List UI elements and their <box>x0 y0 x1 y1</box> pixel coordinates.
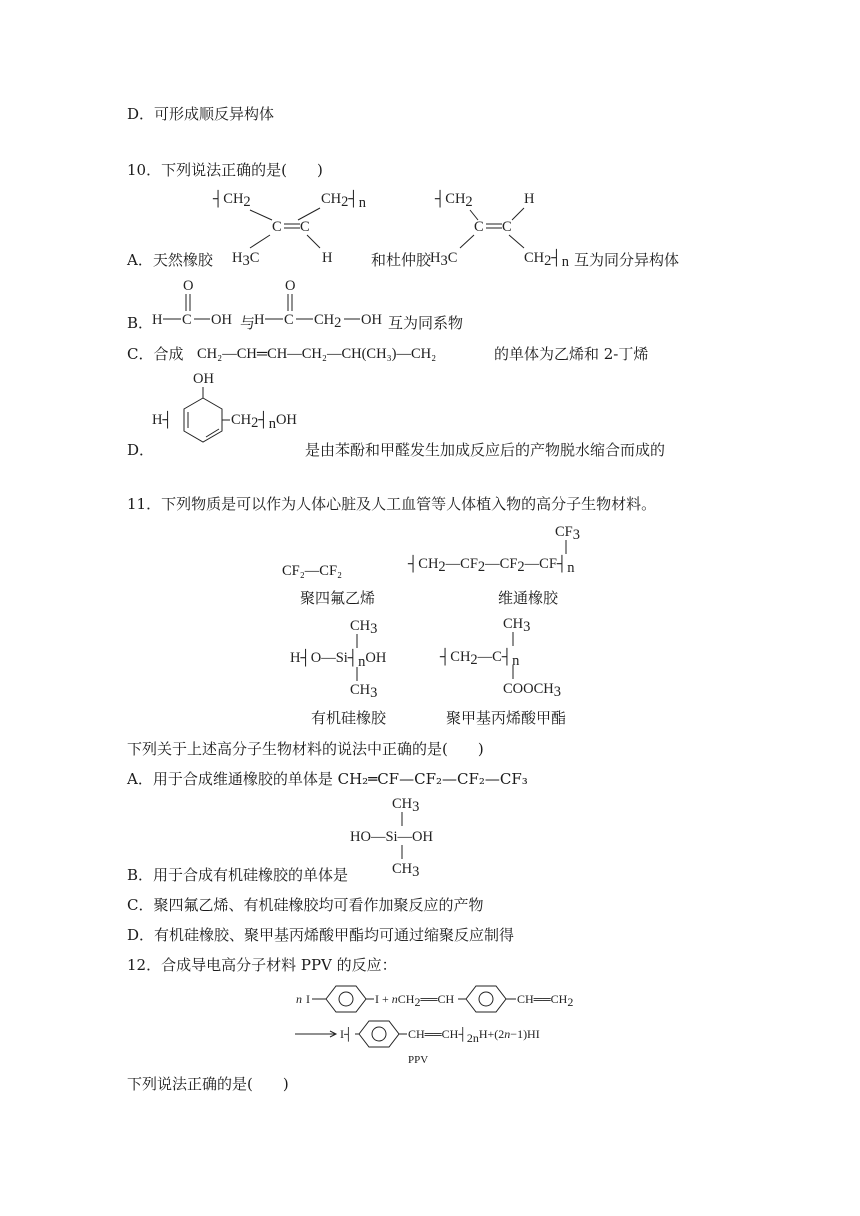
q12-stem: 12．合成导电高分子材料 PPV 的反应： <box>127 956 397 974</box>
q11-pmma-name: 聚甲基丙烯酸甲酯 <box>446 709 567 727</box>
svg-text:H3C: H3C <box>430 250 458 269</box>
q12-product-name: PPV <box>408 1054 429 1066</box>
q11-ptfe-formula: CF₂—CF₂ <box>282 563 343 579</box>
q11-stem: 11．下列物质是可以作为人体心脏及人工血管等人体植入物的高分子生物材料。 <box>127 495 657 513</box>
svg-text:C: C <box>284 312 294 328</box>
svg-text:OH: OH <box>361 312 382 328</box>
q10-option-c-label: C．合成 <box>127 345 184 363</box>
svg-text:HO—Si—OH: HO—Si—OH <box>350 829 433 845</box>
svg-text:CH2┤n: CH2┤n <box>321 191 366 211</box>
q9-option-d: D．可形成顺反异构体 <box>127 105 275 123</box>
svg-text:H3C: H3C <box>232 250 260 269</box>
svg-text:CH2┤nOH: CH2┤nOH <box>231 412 297 432</box>
q10-option-a-mid: 和杜仲胶 <box>371 251 432 269</box>
svg-text:CH3: CH3 <box>350 618 378 637</box>
svg-text:CH3: CH3 <box>392 796 420 815</box>
svg-text:CH══CH┤2nH+(2n−1)HI: CH══CH┤2nH+(2n−1)HI <box>408 1027 540 1045</box>
svg-text:CH2┤n: CH2┤n <box>524 250 569 270</box>
svg-text:C: C <box>182 312 192 328</box>
svg-text:CH══CH2: CH══CH2 <box>517 992 574 1009</box>
svg-text:I + nCH2══CH: I + nCH2══CH <box>375 992 455 1009</box>
q10-option-c-post: 的单体为乙烯和 2-丁烯 <box>494 345 649 363</box>
q10-option-b-label: B． <box>127 314 154 332</box>
q11-question: 下列关于上述高分子生物材料的说法中正确的是( ) <box>127 740 484 758</box>
svg-text:C: C <box>300 219 310 235</box>
svg-text:H: H <box>254 312 265 328</box>
q11-option-a: A．用于合成维通橡胶的单体是 CH₂═CF—CF₂—CF₂—CF₃ <box>127 770 528 788</box>
svg-text:I: I <box>306 992 310 1006</box>
q10-option-c-formula: CH₂—CH═CH—CH₂—CH(CH₃)—CH₂ <box>197 346 437 362</box>
svg-text:OH: OH <box>193 371 214 387</box>
q11-option-d: D．有机硅橡胶、聚甲基丙烯酸甲酯均可通过缩聚反应制得 <box>127 926 515 944</box>
svg-text:H┤O—Si┤nOH: H┤O—Si┤nOH <box>290 650 387 670</box>
q10-option-d-post: 是由苯酚和甲醛发生加成反应后的产物脱水缩合而成的 <box>305 441 666 459</box>
q10-stem: 10．下列说法正确的是( ) <box>127 161 323 179</box>
q11-silicone-rubber-name: 有机硅橡胶 <box>311 709 387 727</box>
svg-text:C: C <box>502 219 512 235</box>
svg-text:┤CH2—CF2—CF2—CF┤n: ┤CH2—CF2—CF2—CF┤n <box>408 556 575 576</box>
q10-option-b-post: 互为同系物 <box>388 314 464 332</box>
svg-text:CF3: CF3 <box>555 524 580 543</box>
q11-option-c: C．聚四氟乙烯、有机硅橡胶均可看作加聚反应的产物 <box>127 896 484 914</box>
svg-text:H┤: H┤ <box>152 412 173 428</box>
svg-text:CH3: CH3 <box>503 616 531 635</box>
svg-text:H: H <box>524 191 535 207</box>
svg-text:O: O <box>285 278 296 294</box>
svg-text:C: C <box>474 219 484 235</box>
q10-option-b-mid: 与 <box>240 314 256 332</box>
svg-text:┤CH2: ┤CH2 <box>435 191 473 210</box>
svg-text:n: n <box>296 992 302 1006</box>
q10-option-a-post: 互为同分异构体 <box>574 251 680 269</box>
svg-text:C: C <box>272 219 282 235</box>
svg-text:CH2: CH2 <box>314 312 342 331</box>
svg-text:H: H <box>152 312 163 328</box>
svg-text:I┤: I┤ <box>340 1027 353 1041</box>
q12-question: 下列说法正确的是( ) <box>127 1075 289 1093</box>
svg-text:OH: OH <box>211 312 232 328</box>
svg-text:┤CH2: ┤CH2 <box>213 191 251 210</box>
svg-text:H: H <box>322 250 333 266</box>
svg-text:O: O <box>183 278 194 294</box>
svg-text:CH3: CH3 <box>392 861 420 880</box>
svg-text:COOCH3: COOCH3 <box>503 681 562 700</box>
q10-option-a-label: A．天然橡胶 <box>127 251 213 269</box>
svg-text:┤CH2—C┤n: ┤CH2—C┤n <box>440 649 520 669</box>
q11-viton-name: 维通橡胶 <box>498 589 559 607</box>
svg-text:CH3: CH3 <box>350 682 378 701</box>
q11-ptfe-name: 聚四氟乙烯 <box>300 589 376 607</box>
q11-option-b: B．用于合成有机硅橡胶的单体是 <box>127 866 349 884</box>
q10-option-d-label: D． <box>127 441 155 459</box>
